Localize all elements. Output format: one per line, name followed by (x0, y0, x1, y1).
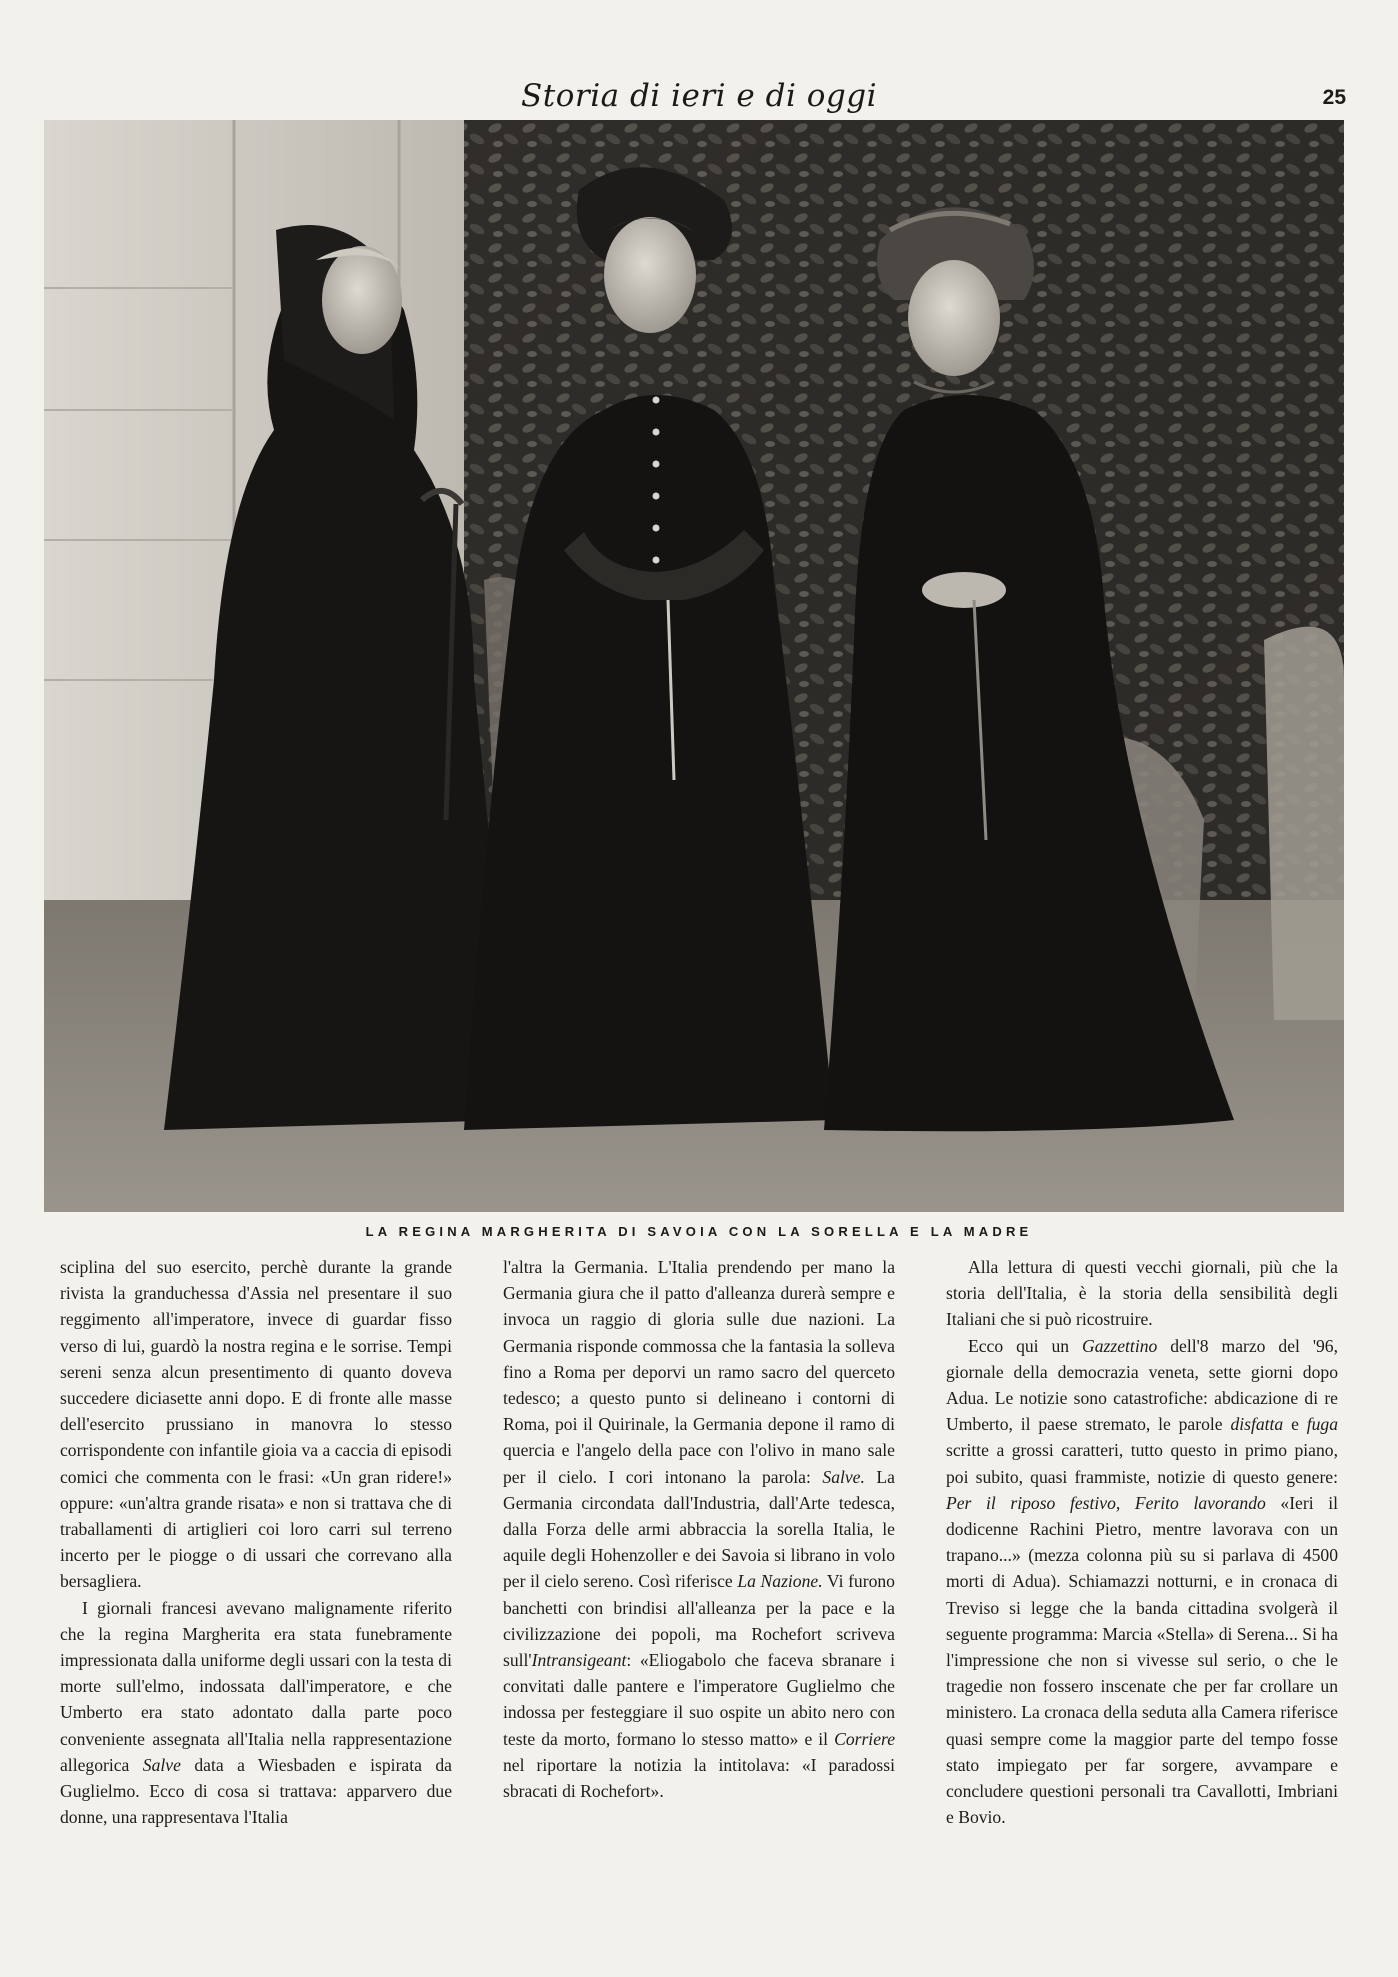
text-column-1 (60, 1254, 452, 1830)
text-run: Ecco qui un (968, 1335, 1070, 1356)
photo-caption: LA REGINA MARGHERITA DI SAVOIA CON LA SORELLA E LA MADRE (365, 1224, 1033, 1239)
text-run: I giornali francesi avevano malignamente riferito che la regina Margherita era stata funebramente impressionata dalla uniforme degli ussari con la testa di morte sull'elmo, indossata dall'imperatore, e che Umberto era stato adontato dalla parte poco conveniente assegnata all'Italia nella rappresentazione allegorica (60, 1597, 452, 1775)
italic-newspaper: Corriere (834, 1728, 896, 1749)
text-column-2 (503, 1254, 895, 1804)
text-column-3 (946, 1254, 1338, 1830)
text-run: «Ieri il dodicenne Rachini Pietro, mentre lavorava con un trapano...» (mezza colonna più su si parlava di 4500 morti di Adua). Schiamazzi notturni, e in cronaca di Treviso si legge che la banda cittadina svolgerà il seguente programma: Marcia «Stella» di Serena... Si ha l'impressione che non si vivesse sul serio, o che le tragedie non fossero inscenate che per far crollare un ministero. La cronaca della seduta alla Camera riferisce quasi sempre come la maggior parte del tempo fosse stato impiegato per far sorgere, avvampare e concludere questioni personali tra Cavallotti, Imbriani e Bovio. (946, 1492, 1338, 1828)
italic-word: Salve. (822, 1466, 865, 1487)
text-run: scritte a grossi caratteri, tutto questo in primo piano, poi subito, quasi frammiste, notizie di questo genere: (946, 1440, 1338, 1487)
photo-three-women-illustration (44, 120, 1344, 1212)
paragraph (60, 1595, 452, 1831)
article-columns (60, 1254, 1338, 1944)
paragraph: sciplina del suo esercito, perchè durante la grande rivista la granduchessa d'Assia nel presentare il suo reggimento all'imperatore, invece di guardar fisso verso di lui, guardò la nostra regina e le sorrise. Tempi sereni senza alcun presentimento di quanto doveva succedere diciasette anni dopo. E di fronte alle masse dell'esercito prussiano in manovra lo stesso corrispondente con infantile gioia va a caccia di episodi comici che commenta con le frasi: «Un gran ridere!» oppure: «un'altra grande risata» e non si trattava che di traballamenti di artiglieri coi loro carri sul terreno incerto per le piogge o di ussari che correvano alla bersagliera. (60, 1257, 452, 1592)
text-run: Vi furono banchetti con brindisi all'alleanza per la pace e la civilizzazione dei popoli, ma Rochefort scriveva sull' (503, 1571, 895, 1671)
historic-photograph (44, 120, 1344, 1212)
text-run: nel riportare la notizia la intitolava: «I paradossi sbracati di Rochefort». (503, 1754, 895, 1802)
page-number: 25 (1322, 86, 1346, 109)
text-run: : «Eliogabolo che faceva sbranare i convitati dalle pantere e l'imperatore Guglielmo che indossa per festeggiare il suo ospite un abito nero con teste da morto, formano lo stesso matto» e il (503, 1650, 895, 1749)
italic-headline: Per il riposo festivo, Ferito lavorando (946, 1492, 1266, 1513)
italic-newspaper: Intransigeant (531, 1650, 627, 1671)
page-header (0, 78, 1398, 118)
italic-newspaper: Gazzettino (1082, 1335, 1158, 1356)
text-run: data a Wiesbaden e ispirata da Guglielmo. Ecco di cosa si trattava: apparvero due donne, una rappresentava l'Italia (60, 1754, 452, 1828)
paragraph (503, 1254, 895, 1804)
text-run: La Germania circondata dall'Industria, dall'Arte tedesca, dalla Forza delle armi abbraccia la sorella Italia, le aquile degli Hohenzoller e dei Savoia si librano in volo per il cielo sereno. Così riferisce (503, 1466, 895, 1592)
paragraph: Alla lettura di questi vecchi giornali, più che la storia dell'Italia, è la storia della sensibilità degli Italiani che si può ricostruire. (946, 1257, 1338, 1330)
italic-newspaper: La Nazione. (737, 1571, 823, 1592)
paragraph (946, 1333, 1338, 1831)
running-title: Storia di ieri e di oggi (521, 78, 877, 114)
text-run: l'altra la Germania. L'Italia prendendo per mano la Germania giura che il patto d'alleanza durerà sempre e invoca un raggio di gloria sulle due nazioni. La Germania risponde commossa che la fantasia la solleva fino a Roma per deporvi un ramo sacro del querceto tedesco; a questo punto si delineano i contorni di Roma, poi il Quirinale, la Germania depone il ramo di quercia e l'angelo della pace con l'olivo in mano sale per il cielo. I cori intonano la parola: (503, 1257, 895, 1487)
text-run: e (1291, 1414, 1299, 1435)
italic-word: disfatta (1230, 1414, 1284, 1435)
text-run: dell'8 marzo del '96, giornale della democrazia veneta, sette giorni dopo Adua. Le notizie sono catastrofiche: abdicazione di re Umberto, il paese stremato, le parole (946, 1335, 1338, 1435)
italic-title: Salve (142, 1754, 181, 1775)
italic-word: fuga (1306, 1414, 1339, 1435)
